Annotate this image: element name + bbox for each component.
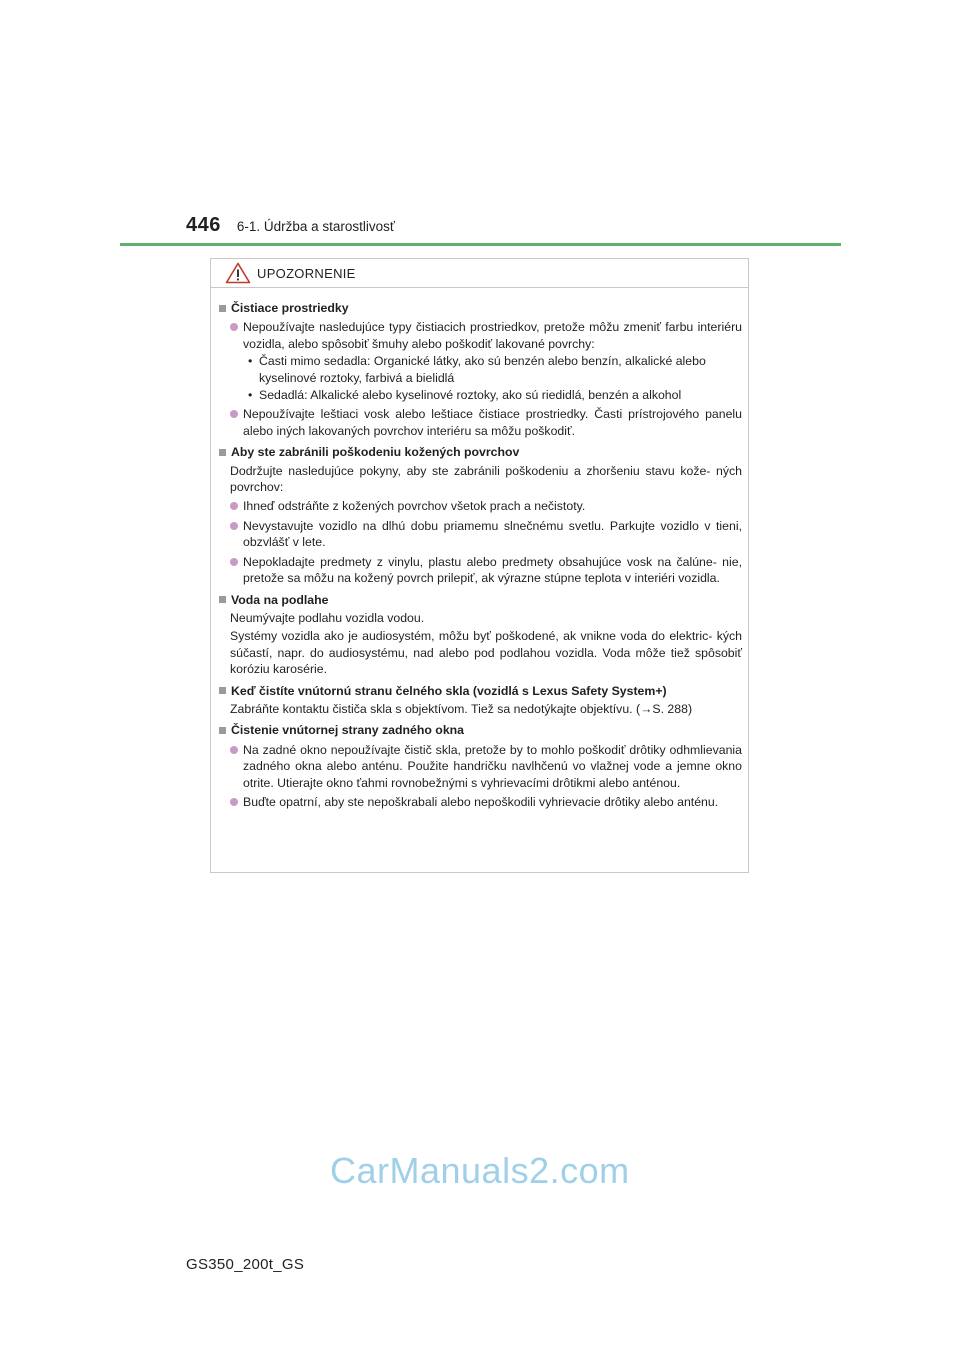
page-header [186, 214, 395, 237]
bullet-item [219, 406, 742, 439]
bullet-text: Na zadné okno nepoužívajte čistič skla, pretože by to mohlo poškodiť drôtiky odhmlievania zadného okna alebo anténu. Použite handričku navlhčenú vo vlažnej vode a jemne okno otrite. Utierajte okno ťahmi rovnobežnými s vyhrievacími drôtikmi alebo anténou. [243, 742, 742, 790]
square-bullet-icon [219, 449, 226, 456]
section-heading [219, 592, 742, 608]
bullet-text: Buďte opatrní, aby ste nepoškrabali alebo nepoškodili vyhrievacie drôtiky alebo anténu. [243, 794, 719, 809]
sub-bullet-dot: • [248, 354, 253, 369]
paragraph: Systémy vozidla ako je audiosystém, môžu byť poškodené, ak vnikne voda do elektric- kých súčastí, napr. do audiosystému, nad alebo pod podlahou vozidla. Voda môže tiež spôsobiť koróziu karosérie. [230, 629, 742, 677]
sub-bullet-item [219, 353, 742, 386]
square-bullet-icon [219, 727, 226, 734]
warning-triangle-icon [225, 262, 251, 284]
section-heading [219, 300, 742, 316]
square-bullet-icon [219, 687, 226, 694]
watermark: CarManuals2.com [330, 1150, 630, 1191]
warning-box [210, 258, 749, 873]
round-bullet-icon [230, 558, 238, 566]
bullet-item [219, 742, 742, 791]
section-title: 6-1. Údržba a starostlivosť [236, 219, 395, 234]
round-bullet-icon [230, 502, 238, 510]
bullet-text: Nepoužívajte nasledujúce typy čistiacich prostriedkov, pretože môžu zmeniť farbu interiéru vozidla, alebo spôsobiť šmuhy alebo poškodiť lakované povrchy: [243, 320, 742, 351]
round-bullet-icon [230, 410, 238, 418]
section-heading-text: Keď čistíte vnútornú stranu čelného skla (vozidlá s Lexus Safety System+) [231, 683, 667, 698]
sub-bullet-item [219, 387, 742, 403]
section-heading-text: Voda na podlahe [231, 592, 329, 607]
bullet-item [219, 319, 742, 352]
bullet-item [219, 554, 742, 587]
section-heading [219, 722, 742, 738]
bullet-text: Nevystavujte vozidlo na dlhú dobu priamemu slnečnému svetlu. Parkujte vozidlo v tieni, obzvlášť v lete. [243, 518, 742, 550]
bullet-item [219, 518, 742, 551]
round-bullet-icon [230, 746, 238, 754]
bullet-text: Ihneď odstráňte z kožených povrchov všetok prach a nečistoty. [243, 499, 586, 514]
section-heading-text: Aby ste zabránili poškodeniu kožených povrchov [231, 445, 520, 460]
paragraph: Dodržujte nasledujúce pokyny, aby ste zabránili poškodeniu a zhoršeniu stavu kože- ných povrchov: [230, 463, 742, 495]
sub-bullet-dot: • [248, 388, 253, 403]
square-bullet-icon [219, 305, 226, 312]
round-bullet-icon [230, 323, 238, 331]
header-rule [120, 243, 841, 246]
round-bullet-icon [230, 522, 238, 530]
section-heading [219, 683, 742, 699]
bullet-text: Nepokladajte predmety z vinylu, plastu alebo predmety obsahujúce vosk na čalúne- nie, pretože sa môžu na kožený povrch prilepiť, ak výrazne stúpne teplota v interiéri vozidla. [243, 554, 742, 586]
warning-header [211, 259, 748, 288]
section-heading-text: Čistiace prostriedky [231, 301, 349, 315]
round-bullet-icon [230, 798, 238, 806]
section-heading [219, 444, 742, 460]
paragraph: Zabráňte kontaktu čističa skla s objektívom. Tiež sa nedotýkajte objektívu. (→S. 288) [230, 701, 693, 716]
paragraph: Neumývajte podlahu vozidla vodou. [230, 610, 425, 625]
warning-content [211, 288, 748, 810]
sub-bullet-text: Sedadlá: Alkalické alebo kyselinové roztoky, ako sú riedidlá, benzén a alkohol [259, 388, 682, 403]
model-code: GS350_200t_GS [186, 1256, 305, 1273]
bullet-item [219, 498, 742, 514]
bullet-text: Nepoužívajte leštiaci vosk alebo leštiace čistiace prostriedky. Časti prístrojového panelu alebo iných lakovaných povrchov interiéru sa môžu poškodiť. [243, 407, 742, 438]
warning-label: UPOZORNENIE [257, 265, 356, 281]
section-heading-text: Čistenie vnútornej strany zadného okna [231, 723, 465, 738]
page-number: 446 [186, 214, 221, 236]
square-bullet-icon [219, 596, 226, 603]
sub-bullet-text: Časti mimo sedadla: Organické látky, ako sú benzén alebo benzín, alkalické alebo kyselinové roztoky, farbivá a bielidlá [259, 354, 706, 385]
bullet-item [219, 794, 742, 810]
